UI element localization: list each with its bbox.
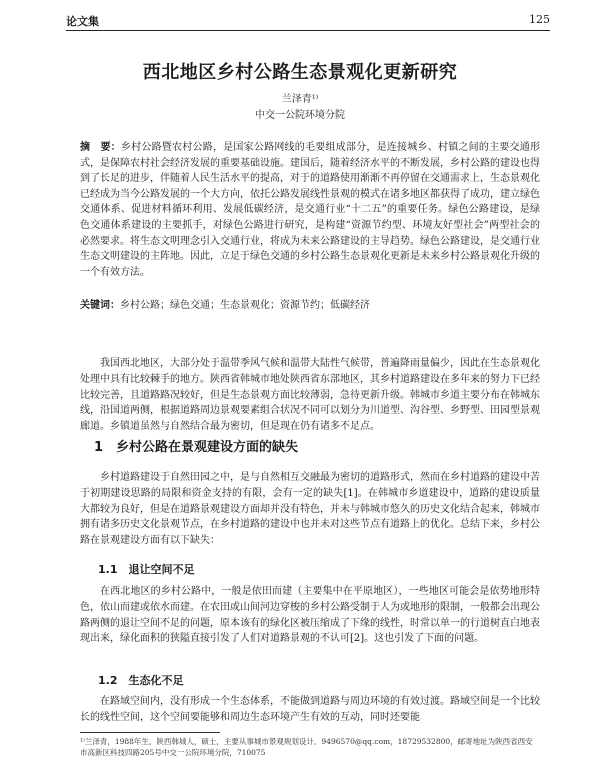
keywords-label: 关键词： <box>80 300 120 311</box>
keywords-text: 乡村公路；绿色交通；生态景观化；资源节约；低碳经济 <box>120 300 370 311</box>
footnote-divider <box>80 732 220 733</box>
running-header <box>66 12 550 31</box>
author-affiliation: 中交一公院环境分院 <box>255 110 345 121</box>
section-1-paragraph: 乡村道路建设于自然田园之中，是与自然相互交融最为密切的道路形式，然而在乡村道路的建设中苦于初期建设思路的局限和资金支持的有限，会有一定的缺失[1]。在韩城市乡道建设中，道路的建设质量大都较为良好，但是在道路景观建设方面却并没有特色，并未与韩城市悠久的历史文化结合起来，韩城市拥有诸多历史文化景观节点，在乡村道路的建设中也并未对这些节点有道路上的优化。总结下来，乡村公路在景观建设方面有以下缺失： <box>80 472 540 547</box>
abstract-label: 摘 要： <box>80 142 121 153</box>
section-1-1-paragraph: 在西北地区的乡村公路中，一般是依田而建（主要集中在平原地区），一些地区可能会是依势地形特色，依山而建或依水而建。在农田或山间河边穿梭的乡村公路受制于人为或地形的限制，一般都会出现公路两侧的退让空间不足的问题，原本该有的绿化区被压缩成了下缘的线性，时常以单一的行道树直白地表现出来，绿化面积的狭隘直接引发了人们对道路景观的不认可[2]。这也引发了下面的问题。 <box>80 586 540 645</box>
author-footnote: ¹⁾兰泽青，1988年生，陕西韩城人，硕士，主要从事城市景观规划设计。9496570@qq.com，18729532800，邮寄地址为陕西省西安市高新区科技四路205号中交一公院环境分院，710075 <box>80 737 533 757</box>
author-name: 兰泽青¹⁾ <box>281 94 319 105</box>
section-1-1-heading: 1.1 退让空间不足 <box>98 563 195 576</box>
section-1-2-paragraph: 在路域空间内，没有形成一个生态体系，不能做到道路与周边环境的有效过渡。路域空间是一个比较长的线性空间，这个空间要能够和周边生态环境产生有效的互动，同时还要能 <box>80 696 540 723</box>
page-number: 125 <box>529 13 550 26</box>
intro-paragraph: 我国西北地区，大部分处于温带季风气候和温带大陆性气候带，普遍降雨量偏少，因此在生态景观化处理中具有比较棘手的地方。陕西省韩城市地处陕西省东部地区，其乡村道路建设在多年来的努力下已经比较完善，且道路路况较好，但是生态景观方面比较薄弱，急待更新升级。韩城市乡道主要分布在韩城东线，沿国道两侧，根据道路周边景观要素组合状况不同可以划分为川道型、沟谷型、乡野型、田园型景观廊道。乡镇道虽然与自然结合最为密切，但是现在仍有诸多不足点。 <box>80 358 540 433</box>
keywords <box>80 299 540 313</box>
abstract <box>80 140 540 280</box>
journal-section-label: 论文集 <box>66 15 99 28</box>
section-1-heading: 1 乡村公路在景观建设方面的缺失 <box>94 440 299 455</box>
abstract-text: 乡村公路暨农村公路，是国家公路网线的毛要组成部分，是连接城乡、村镇之间的主要交通形式，是保障农村社会经济发展的重要基础设施。建国后，随着经济水平的不断发展，乡村公路的建设也得到了长足的进步，伴随着人民生活水平的提高，对于的道路使用渐渐不再停留在交通需求上，生态景观化已经成为当今公路发展的一个大方向，依托公路发展线性景观的模式在诸多地区都获得了成功，建立绿色交通体系、促进材料循环利用、发展低碳经济，是交通行业“十二五”的重要任务。绿色公路建设，是绿色交通体系建设的主要抓手，对绿色公路进行研究，是构建“资源节约型、环境友好型社会”两型社会的必然要求。将生态文明理念引入交通行业，将成为未来公路建设的主导趋势。绿色公路建设，是交通行业生态文明建设的主阵地。因此，立足于绿色交通的乡村公路生态景观化更新是未来乡村公路景观化升级的一个有效方法。 <box>80 142 541 278</box>
paper-title: 西北地区乡村公路生态景观化更新研究 <box>142 62 458 83</box>
section-1-2-heading: 1.2 生态化不足 <box>98 674 184 687</box>
